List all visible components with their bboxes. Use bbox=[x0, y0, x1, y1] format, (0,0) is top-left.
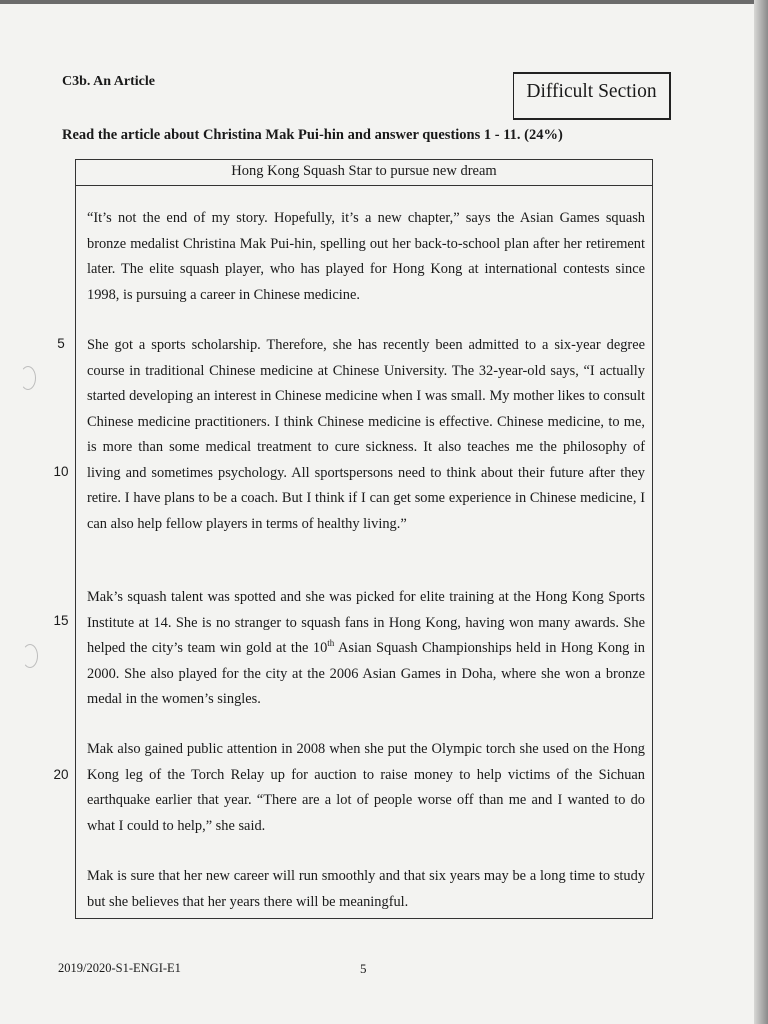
exam-page bbox=[0, 4, 764, 1024]
exam-code: 2019/2020-S1-ENGI-E1 bbox=[58, 961, 181, 975]
question-instruction: Read the article about Christina Mak Pui-hin and answer questions 1 - 11. (24%) bbox=[62, 127, 563, 143]
page-edge-shadow bbox=[754, 0, 768, 1024]
line-number-5: 5 bbox=[57, 336, 65, 351]
article-paragraph-2: She got a sports scholarship. Therefore, she has recently been admitted to a six-year degree course in traditional Chinese medicine at Chinese University. The 32-year-old says, “I actually started developing an interest in Chinese medicine when I was small. My mother likes to consult Chinese medicine practitioners. I think Chinese medicine is effective. Chinese medicine, to me, is more than some medical treatment to cure sickness. It also teaches me the philosophy of living and sometimes psychology. All sportspersons need to think about their future after they retire. I have plans to be a coach. But I think if I can get some experience in Chinese medicine, I can also help fellow players in terms of healthy living.” bbox=[87, 337, 645, 532]
section-code: C3b. An Article bbox=[62, 74, 155, 89]
difficulty-label-box: Difficult Section bbox=[513, 72, 671, 120]
article-paragraph-4: Mak also gained public attention in 2008 when she put the Olympic torch she used on the Hong Kong leg of the Torch Relay up for auction to raise money to help victims of the Sichuan earthquake earlier that year. “There are a lot of people worse off than me and I wanted to do what I could to help,” she said. bbox=[87, 741, 645, 834]
page-number: 5 bbox=[360, 961, 367, 976]
article-title: Hong Kong Squash Star to pursue new dream bbox=[76, 160, 652, 186]
paragraph-3-text-a: Mak’s squash talent was spotted and she was picked for elite training at the Hong Kong Sports Institute at 14. She is no stranger to squash fans in Hong Kong, having won many awards. She helped the city’s team win gold at the 10 bbox=[87, 589, 645, 656]
punch-hole-mark bbox=[22, 644, 38, 668]
line-number-15: 15 bbox=[53, 613, 69, 628]
article-paragraph-3 bbox=[87, 585, 645, 713]
article-box bbox=[75, 159, 653, 919]
article-paragraph-1: “It’s not the end of my story. Hopefully, it’s a new chapter,” says the Asian Games squash bronze medalist Christina Mak Pui-hin, spelling out her back-to-school plan after her retirement later. The elite squash player, who has played for Hong Kong at international contests since 1998, is pursuing a career in Chinese medicine. bbox=[87, 210, 645, 303]
article-paragraph-5: Mak is sure that her new career will run smoothly and that six years may be a long time to study but she believes that her years there will be meaningful. bbox=[87, 868, 645, 910]
paragraph-3-text-b: Asian Squash Championships held in Hong Kong in 2000. She also played for the city at the 2006 Asian Games in Doha, where she won a bronze medal in the women’s singles. bbox=[87, 640, 645, 707]
line-number-10: 10 bbox=[53, 464, 69, 479]
punch-hole-mark bbox=[20, 366, 36, 390]
ordinal-suffix: th bbox=[327, 638, 335, 649]
line-number-20: 20 bbox=[53, 767, 69, 782]
